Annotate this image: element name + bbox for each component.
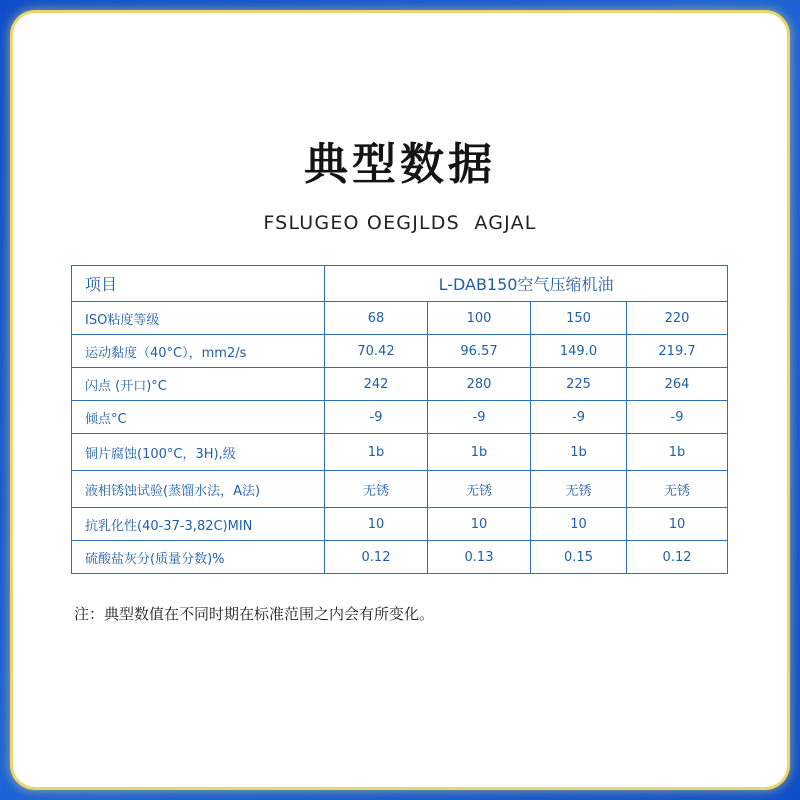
value-cell: 10 [627, 508, 728, 541]
value-cell: 149.0 [531, 335, 627, 368]
row-label: 铜片腐蚀(100°C，3H),级 [72, 434, 325, 471]
table-row [72, 302, 728, 335]
row-label: 运动黏度（40°C），mm2/s [72, 335, 325, 368]
table-row [72, 508, 728, 541]
page-subtitle: FSLUGEO OEGJLDS AGJAL [263, 212, 537, 234]
table-row [72, 401, 728, 434]
value-cell: 无锈 [627, 471, 728, 508]
value-cell: -9 [531, 401, 627, 434]
value-cell: -9 [428, 401, 531, 434]
table-row [72, 541, 728, 574]
value-cell: 68 [325, 302, 428, 335]
row-label: 硫酸盐灰分(质量分数)% [72, 541, 325, 574]
row-label: 倾点°C [72, 401, 325, 434]
footnote: 注：典型数值在不同时期在标准范围之内会有所变化。 [74, 605, 435, 623]
page-title: 典型数据 [304, 139, 496, 190]
value-cell: 1b [428, 434, 531, 471]
table-row [72, 471, 728, 508]
value-cell: -9 [627, 401, 728, 434]
value-cell: 1b [627, 434, 728, 471]
header-label-cell: 项目 [72, 266, 325, 302]
row-label: 抗乳化性(40-37-3,82C)MIN [72, 508, 325, 541]
table-row [72, 368, 728, 401]
spec-table [71, 265, 728, 574]
row-label: ISO粘度等级 [72, 302, 325, 335]
value-cell: 0.12 [325, 541, 428, 574]
row-label: 闪点 (开口)°C [72, 368, 325, 401]
value-cell: 无锈 [531, 471, 627, 508]
table-row [72, 434, 728, 471]
value-cell: 225 [531, 368, 627, 401]
value-cell: 10 [325, 508, 428, 541]
value-cell: 280 [428, 368, 531, 401]
value-cell: 100 [428, 302, 531, 335]
value-cell: 1b [531, 434, 627, 471]
value-cell: -9 [325, 401, 428, 434]
value-cell: 242 [325, 368, 428, 401]
row-label: 液相锈蚀试验(蒸馏水法，A法) [72, 471, 325, 508]
value-cell: 150 [531, 302, 627, 335]
value-cell: 220 [627, 302, 728, 335]
value-cell: 无锈 [325, 471, 428, 508]
value-cell: 无锈 [428, 471, 531, 508]
value-cell: 0.13 [428, 541, 531, 574]
header-product-cell: L-DAB150空气压缩机油 [325, 266, 728, 302]
value-cell: 264 [627, 368, 728, 401]
value-cell: 96.57 [428, 335, 531, 368]
table-row [72, 335, 728, 368]
table-header-row [72, 266, 728, 302]
value-cell: 1b [325, 434, 428, 471]
value-cell: 0.15 [531, 541, 627, 574]
value-cell: 0.12 [627, 541, 728, 574]
value-cell: 10 [428, 508, 531, 541]
value-cell: 219.7 [627, 335, 728, 368]
value-cell: 70.42 [325, 335, 428, 368]
value-cell: 10 [531, 508, 627, 541]
